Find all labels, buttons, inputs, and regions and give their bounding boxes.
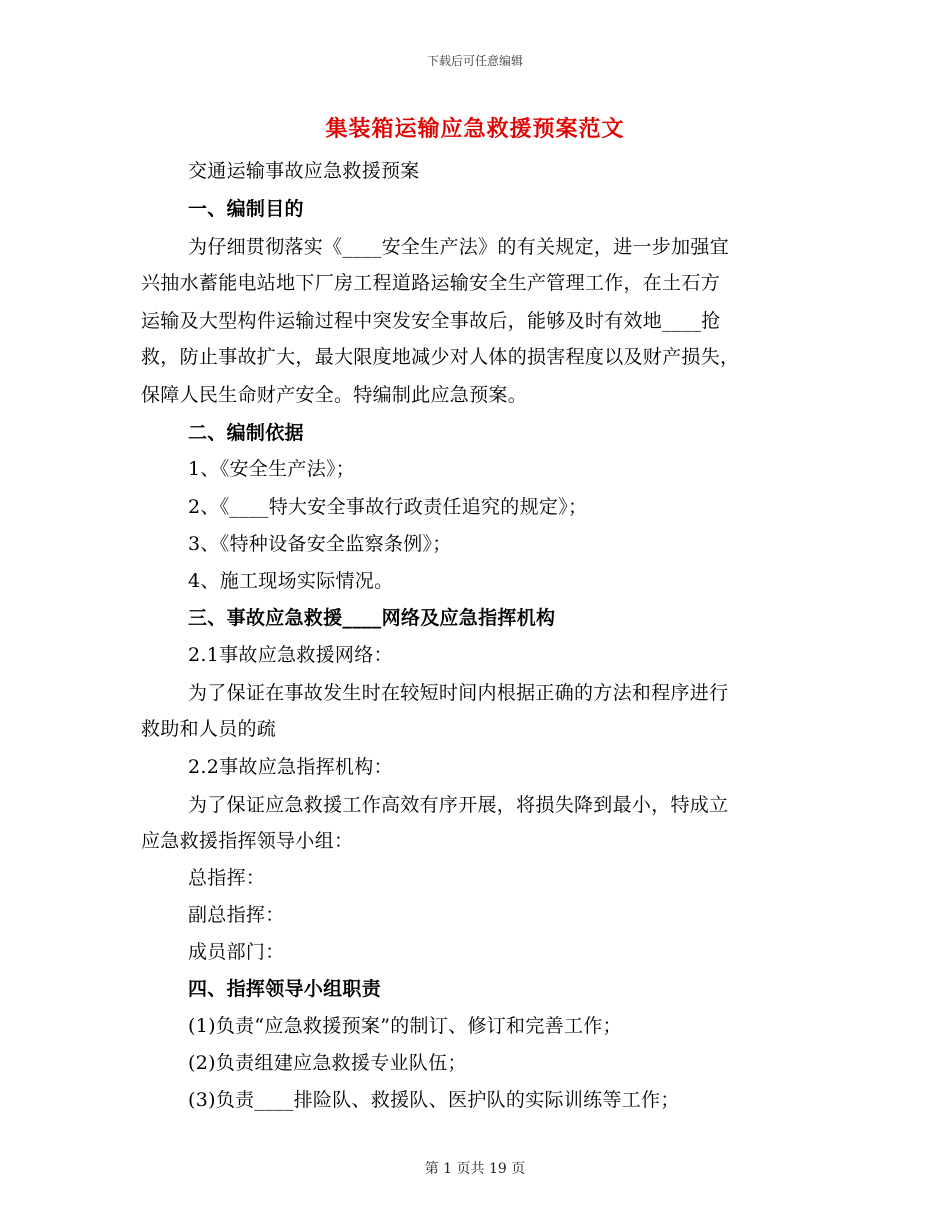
duty-item-1: (1)负责“应急救援预案”的制订、修订和完善工作； — [188, 1015, 622, 1037]
basis-item-1: 1、《安全生产法》； — [188, 458, 356, 480]
paragraph-2-line-1: 为了保证在事故发生时在较短时间内根据正确的方法和程序进行 — [188, 682, 729, 704]
basis-item-4: 4、施工现场实际情况。 — [188, 570, 394, 592]
paragraph-1-line-5: 保障人民生命财产安全。特编制此应急预案。 — [141, 384, 528, 406]
section-heading-1: 一、编制目的 — [188, 198, 304, 220]
paragraph-3-line-1: 为了保证应急救援工作高效有序开展，将损失降到最小，特成立 — [188, 794, 729, 816]
subsection-2-1: 2.1事故应急救援网络： — [188, 644, 393, 666]
paragraph-1-line-3: 运输及大型构件运输过程中突发安全事故后，能够及时有效地____抢 — [141, 310, 721, 332]
document-title: 集装箱运输应急救援预案范文 — [325, 116, 625, 142]
role-commander: 总指挥： — [188, 867, 266, 889]
role-member-departments: 成员部门： — [188, 941, 285, 963]
duty-item-3: (3)负责____排险队、救援队、医护队的实际训练等工作； — [188, 1089, 680, 1111]
section-heading-3: 三、事故应急救援____网络及应急指挥机构 — [188, 607, 556, 629]
paragraph-1-line-4: 救，防止事故扩大，最大限度地减少对人体的损害程度以及财产损失， — [141, 346, 740, 368]
subsection-2-2: 2.2事故应急指挥机构： — [188, 756, 393, 778]
basis-item-3: 3、《特种设备安全监察条例》； — [188, 533, 452, 555]
section-heading-4: 四、指挥领导小组职责 — [188, 978, 382, 1000]
paragraph-1-line-1: 为仔细贯彻落实《____安全生产法》的有关规定，进一步加强宜 — [188, 236, 730, 258]
duty-item-2: (2)负责组建应急救援专业队伍； — [188, 1052, 467, 1074]
paragraph-3-line-2: 应急救援指挥领导小组： — [141, 830, 354, 852]
paragraph-2-line-2: 救助和人员的疏 — [141, 718, 277, 740]
subtitle: 交通运输事故应急救援预案 — [188, 160, 420, 182]
page-header: 下载后可任意编辑 — [426, 54, 523, 68]
basis-item-2: 2、《____特大安全事故行政责任追究的规定》； — [188, 496, 588, 518]
page-footer: 第 1 页共 19 页 — [424, 1161, 526, 1177]
section-heading-2: 二、编制依据 — [188, 422, 304, 444]
role-deputy-commander: 副总指挥： — [188, 904, 285, 926]
paragraph-1-line-2: 兴抽水蓄能电站地下厂房工程道路运输安全生产管理工作，在土石方 — [141, 272, 721, 294]
